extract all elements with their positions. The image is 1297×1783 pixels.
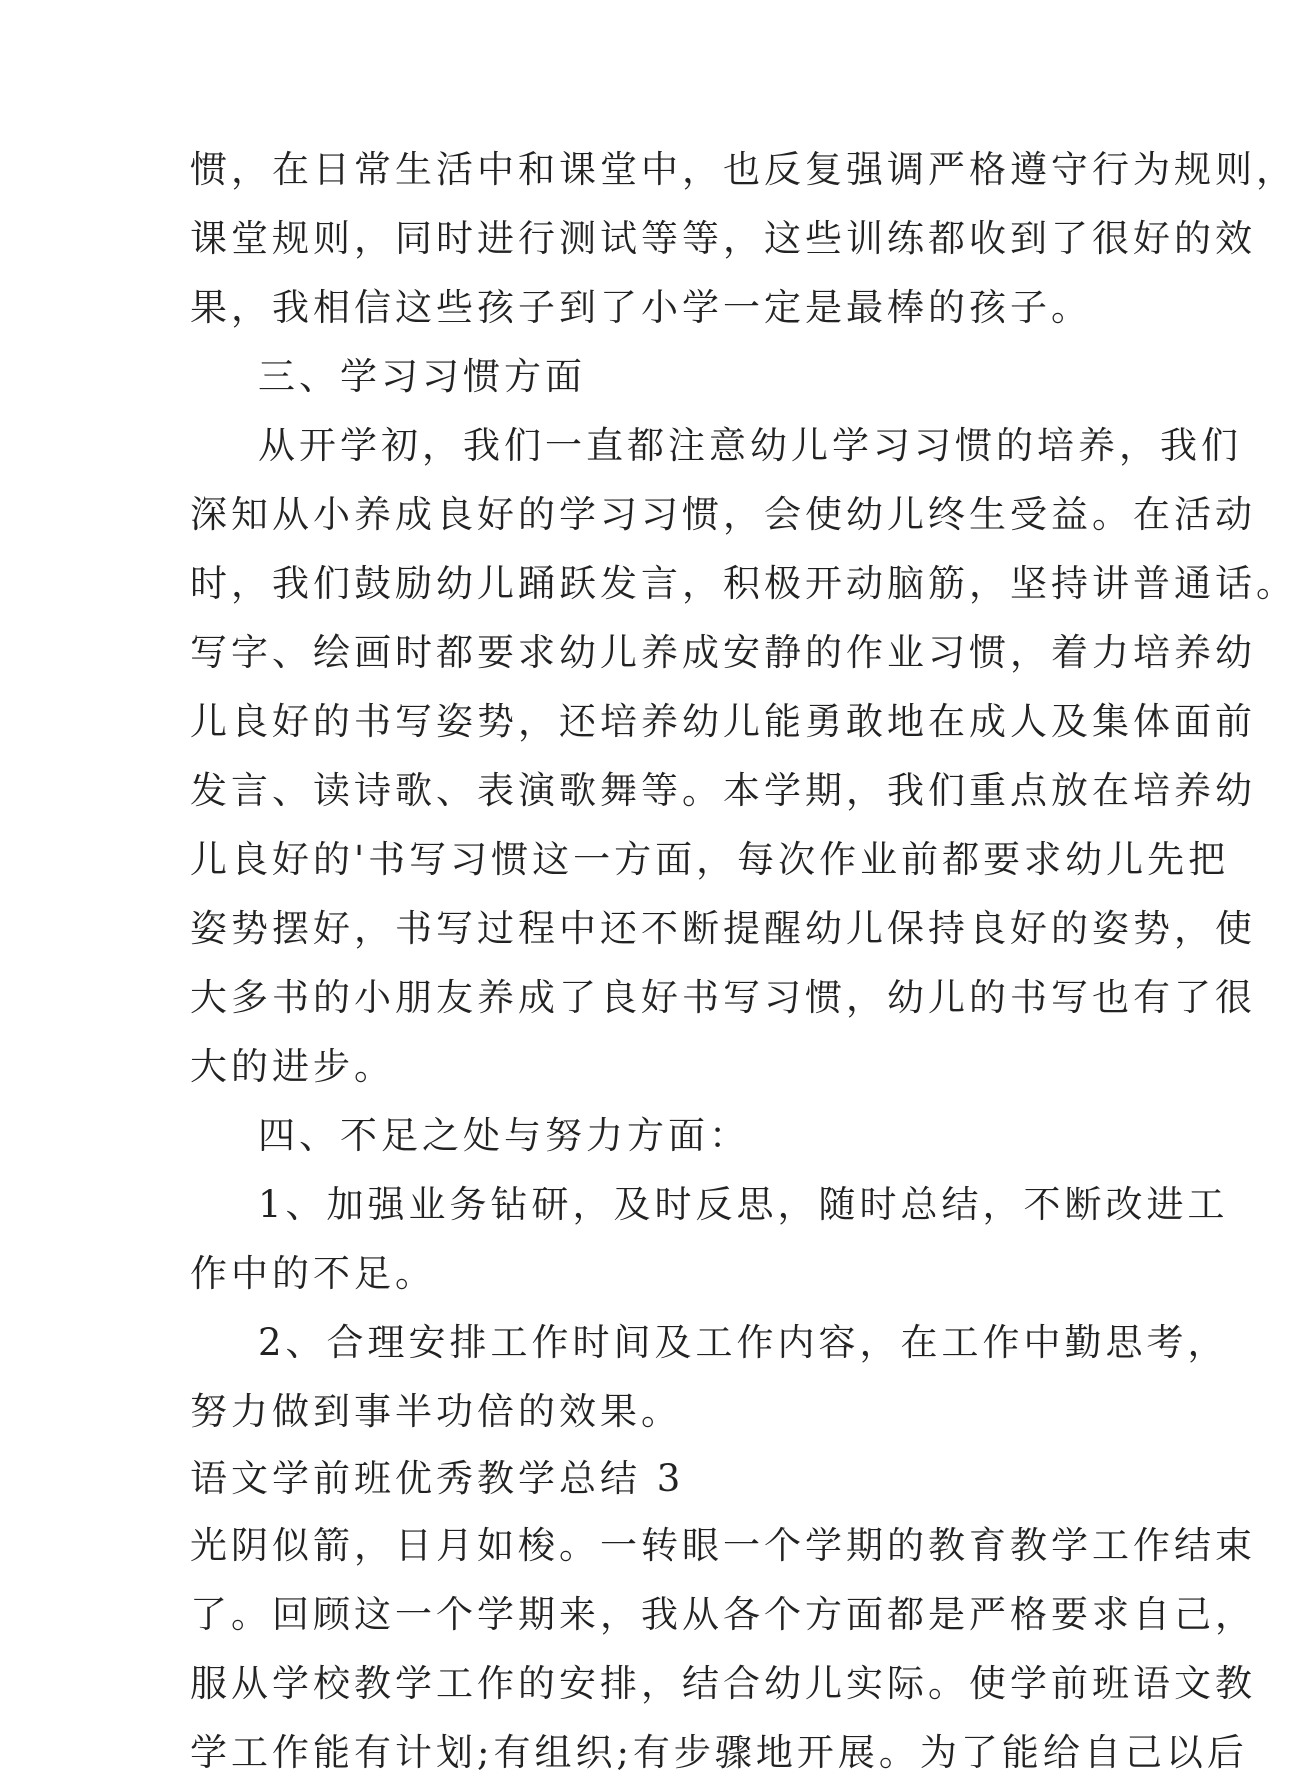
text-line: 努力做到事半功倍的效果。 (190, 1390, 682, 1433)
text-line: 大的进步。 (190, 1045, 395, 1088)
text-line: 发言、读诗歌、表演歌舞等。本学期，我们重点放在培养幼 (190, 769, 1256, 812)
list-item: 2、合理安排工作时间及工作内容，在工作中勤思考， (258, 1321, 1229, 1364)
text-line: 写字、绘画时都要求幼儿养成安静的作业习惯，着力培养幼 (190, 631, 1256, 674)
text-line: 服从学校教学工作的安排，结合幼儿实际。使学前班语文教 (190, 1662, 1256, 1705)
document-title: 语文学前班优秀教学总结 3 (190, 1457, 685, 1500)
section-heading: 四、不足之处与努力方面： (258, 1114, 750, 1157)
text-line: 作中的不足。 (190, 1252, 436, 1295)
text-line: 了。回顾这一个学期来，我从各个方面都是严格要求自己， (190, 1593, 1256, 1636)
text-line: 大多书的小朋友养成了良好书写习惯，幼儿的书写也有了很 (190, 976, 1256, 1019)
text-line: 果，我相信这些孩子到了小学一定是最棒的孩子。 (190, 286, 1092, 329)
list-item: 1、加强业务钻研，及时反思，随时总结，不断改进工 (258, 1183, 1229, 1226)
text-line: 儿良好的'书写习惯这一方面，每次作业前都要求幼儿先把 (190, 838, 1230, 881)
text-line: 儿良好的书写姿势，还培养幼儿能勇敢地在成人及集体面前 (190, 700, 1256, 743)
text-line: 学工作能有计划;有组织;有步骤地开展。为了能给自己以后 (190, 1731, 1248, 1774)
text-line: 时，我们鼓励幼儿踊跃发言，积极开动脑筋，坚持讲普通话。 (190, 562, 1297, 605)
section-heading: 三、学习习惯方面 (258, 355, 586, 398)
text-line: 深知从小养成良好的学习习惯，会使幼儿终生受益。在活动 (190, 493, 1256, 536)
text-line: 光阴似箭，日月如梭。一转眼一个学期的教育教学工作结束 (190, 1524, 1256, 1567)
text-line: 惯，在日常生活中和课堂中，也反复强调严格遵守行为规则， (190, 148, 1297, 191)
text-line: 姿势摆好，书写过程中还不断提醒幼儿保持良好的姿势，使 (190, 907, 1256, 950)
text-line: 课堂规则，同时进行测试等等，这些训练都收到了很好的效 (190, 217, 1256, 260)
text-line: 从开学初，我们一直都注意幼儿学习习惯的培养，我们 (258, 424, 1242, 467)
